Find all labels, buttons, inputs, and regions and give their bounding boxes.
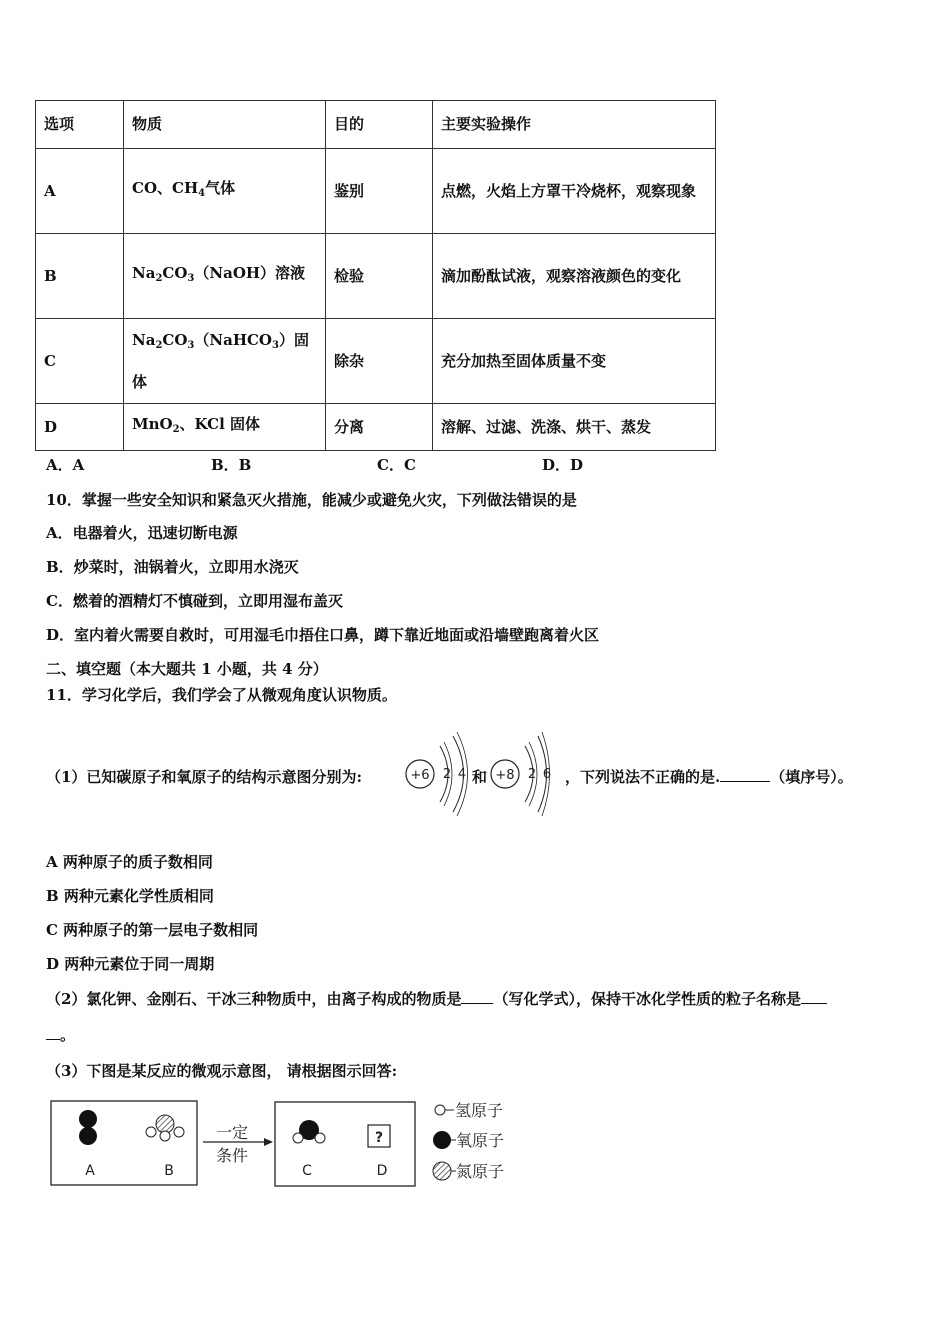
legend-nitrogen: 氮原子 bbox=[456, 1162, 505, 1181]
oxygen-atom-icon bbox=[79, 1110, 97, 1128]
table-row bbox=[36, 234, 716, 319]
row-operation: 点燃，火焰上方罩干冷烧杯，观察现象 bbox=[433, 149, 716, 234]
choice-d: D．D bbox=[542, 456, 584, 474]
q11-option-b: B 两种元素化学性质相同 bbox=[46, 887, 214, 905]
carbon-shell-1-count: 2 bbox=[442, 767, 452, 782]
hydrogen-atom-icon bbox=[315, 1133, 325, 1143]
oxygen-shell-2-count: 6 bbox=[542, 767, 552, 782]
oxygen-atom-diagram bbox=[491, 732, 551, 816]
q11-part2: （2）氯化钾、金刚石、干冰三种物质中，由离子构成的物质是 （写化学式），保持干冰化学性质的粒子名称是 bbox=[46, 988, 827, 1009]
row-substance: CO、$CH_4$气体 bbox=[124, 149, 326, 234]
condition-line-2: 条件 bbox=[215, 1146, 249, 1165]
carbon-atom-diagram bbox=[406, 732, 468, 816]
nitrogen-atom-icon bbox=[433, 1162, 451, 1180]
row-option: A bbox=[36, 149, 124, 234]
row-substance: $Na_2CO_3(NaHCO_3)$固体 bbox=[124, 319, 326, 404]
legend-oxygen: 氧原子 bbox=[456, 1131, 505, 1150]
q11-part1-question: ，下列说法不正确的是. （填序号）。 bbox=[565, 768, 853, 786]
section-heading: 二、填空题（本大题共 1 小题，共 4 分） bbox=[46, 660, 328, 678]
q10-option-b: B．炒菜时，油锅着火，立即用水浇灭 bbox=[46, 558, 299, 576]
oxygen-shell-1-count: 2 bbox=[527, 767, 537, 782]
row-operation: 充分加热至固体质量不变 bbox=[433, 319, 716, 404]
hydrogen-atom-icon bbox=[293, 1133, 303, 1143]
legend bbox=[433, 1101, 504, 1181]
header-operation: 主要实验操作 bbox=[433, 101, 716, 149]
table-row bbox=[36, 149, 716, 234]
row-purpose: 检验 bbox=[326, 234, 433, 319]
answer-blank bbox=[720, 767, 770, 782]
choice-b: B．B bbox=[211, 456, 252, 474]
reaction-micro-diagram bbox=[48, 1096, 528, 1192]
answer-blank bbox=[801, 989, 827, 1004]
legend-hydrogen: 氢原子 bbox=[455, 1101, 504, 1120]
choice-c: C．C bbox=[377, 456, 416, 474]
q11-option-c: C 两种原子的第一层电子数相同 bbox=[46, 921, 259, 939]
oxygen-atom-icon bbox=[79, 1127, 97, 1145]
hydrogen-atom-icon bbox=[146, 1127, 156, 1137]
table-header-row bbox=[36, 101, 716, 149]
hydrogen-atom-icon bbox=[435, 1105, 445, 1115]
q11-part1-lead: （1）已知碳原子和氧原子的结构示意图分别为: bbox=[46, 768, 362, 786]
condition-line-1: 一定 bbox=[215, 1123, 249, 1142]
row-option: C bbox=[36, 319, 124, 404]
header-substance: 物质 bbox=[124, 101, 326, 149]
reaction-arrow-head bbox=[264, 1138, 273, 1146]
row-option: D bbox=[36, 404, 124, 451]
unknown-mark: ? bbox=[374, 1130, 384, 1146]
q11-part2-continued: 。 bbox=[46, 1024, 75, 1045]
q10-option-c: C．燃着的酒精灯不慎碰到，立即用湿布盖灭 bbox=[46, 592, 343, 610]
label-b: B bbox=[164, 1163, 174, 1179]
question-11-stem: 11．学习化学后，我们学会了从微观角度认识物质。 bbox=[46, 686, 397, 704]
label-c: C bbox=[302, 1163, 312, 1179]
row-purpose: 除杂 bbox=[326, 319, 433, 404]
nitrogen-atom-icon bbox=[156, 1115, 174, 1133]
hydrogen-atom-icon bbox=[174, 1127, 184, 1137]
label-d: D bbox=[376, 1163, 388, 1179]
products-box bbox=[275, 1102, 415, 1186]
row-purpose: 分离 bbox=[326, 404, 433, 451]
q11-option-d: D 两种元素位于同一周期 bbox=[46, 955, 215, 973]
carbon-shell-2-count: 4 bbox=[457, 767, 467, 782]
hydrogen-atom-icon bbox=[160, 1131, 170, 1141]
table-row bbox=[36, 319, 716, 404]
header-purpose: 目的 bbox=[326, 101, 433, 149]
question-10-stem: 10．掌握一些安全知识和紧急灭火措施，能减少或避免火灾，下列做法错误的是 bbox=[46, 491, 577, 509]
oxygen-atom-icon bbox=[433, 1131, 451, 1149]
table-row bbox=[36, 404, 716, 451]
row-option: B bbox=[36, 234, 124, 319]
row-operation: 滴加酚酞试液，观察溶液颜色的变化 bbox=[433, 234, 716, 319]
q11-part1-and: 和 bbox=[472, 768, 488, 786]
answer-blank bbox=[461, 989, 493, 1004]
experiment-table bbox=[35, 100, 716, 451]
oxygen-nucleus-label: +8 bbox=[495, 768, 515, 783]
answer-blank bbox=[46, 1025, 60, 1040]
row-substance: $Na_2CO_3(NaOH)$溶液 bbox=[124, 234, 326, 319]
q11-part3: （3）下图是某反应的微观示意图， 请根据图示回答: bbox=[46, 1062, 398, 1080]
row-purpose: 鉴别 bbox=[326, 149, 433, 234]
reactants-box bbox=[51, 1101, 197, 1185]
q11-option-a: A 两种原子的质子数相同 bbox=[46, 853, 213, 871]
q10-option-a: A．电器着火，迅速切断电源 bbox=[46, 524, 238, 542]
row-operation: 溶解、过滤、洗涤、烘干、蒸发 bbox=[433, 404, 716, 451]
label-a: A bbox=[85, 1163, 95, 1179]
choice-a: A．A bbox=[46, 456, 85, 474]
row-substance: MnO$_2$、KCl 固体 bbox=[124, 404, 326, 451]
header-option: 选项 bbox=[36, 101, 124, 149]
carbon-nucleus-label: +6 bbox=[410, 768, 430, 783]
q10-option-d: D．室内着火需要自救时，可用湿毛巾捂住口鼻，蹲下靠近地面或沿墙壁跑离着火区 bbox=[46, 626, 600, 644]
